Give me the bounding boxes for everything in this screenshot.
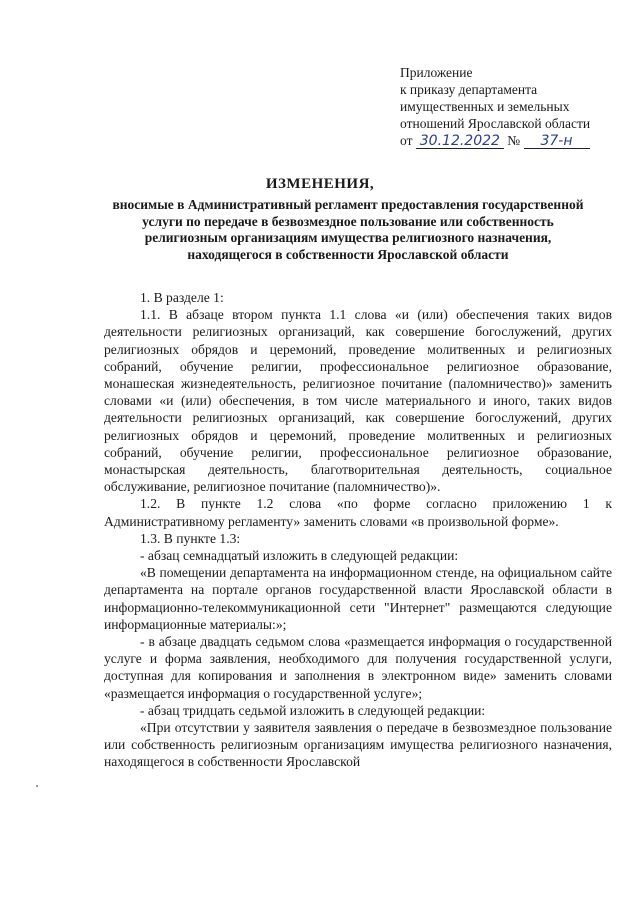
document-subtitle: вносимые в Административный регламент предоставления государственной услуги по передаче в безвозмездное пользование или собственность религиозным организациям имущества религиозного назначения, находящегося в собственности Ярославской области bbox=[112, 197, 584, 262]
paragraph: - абзац тридцать седьмой изложить в следующей редакции: bbox=[140, 702, 486, 718]
paragraph: 1.1. В абзаце втором пункта 1.1 слова «и (или) обеспечения таких видов деятельности религиозных организаций, как совершение богослужений, других религиозных обрядов и церемоний, проведение молитвенных и религиозных собраний, обучение религии, профессиональное религиозное образование, монашеская жизнедеятельность, религиозное почитание (паломничество)» заменить словами «и (или) обеспечения, в том числе материального и иного, таких видов деятельности религиозных организаций, как совершение богослужений, других религиозных обрядов и церемоний, проведение молитвенных и религиозных собраний, обучение религии, профессиональное религиозное образование, монастырская деятельность, благотворительная деятельность, социальное обслуживание, религиозное почитание (паломничество)». bbox=[104, 307, 612, 495]
paragraph: - абзац семнадцатый изложить в следующей редакции: bbox=[140, 548, 459, 564]
handwritten-date: 30.12.2022 bbox=[416, 134, 504, 149]
number-label: № bbox=[507, 133, 521, 148]
paragraph: - в абзаце двадцать седьмом слова «размещается информация о государственной услуге и форма заявления, необходимого для получения государственной услуги, доступная для копирования и заполнения в электронном виде» заменить словами «размещается информация о государственной услуге»; bbox=[104, 634, 612, 701]
paragraph: 1. В разделе 1: bbox=[140, 290, 224, 305]
paragraph: «В помещении департамента на информационном стенде, на официальном сайте департамента на портале органов государственной власти Ярославской области в информационно-телекоммуникационной сети "Интернет" размещаются следующие информационные материалы:»; bbox=[104, 565, 612, 632]
appendix-line: к приказу департамента bbox=[400, 82, 538, 97]
appendix-block bbox=[400, 64, 620, 149]
appendix-line: Приложение bbox=[400, 65, 473, 80]
appendix-line: отношений Ярославской области bbox=[400, 116, 591, 131]
document-body bbox=[104, 289, 612, 771]
document-title: ИЗМЕНЕНИЯ, bbox=[265, 176, 375, 192]
scan-speck bbox=[36, 785, 38, 787]
from-label: от bbox=[400, 133, 413, 148]
paragraph: 1.2. В пункте 1.2 слова «по форме согласно приложению 1 к Административному регламенту» заменить словами «в произвольной форме». bbox=[104, 496, 612, 529]
order-date-number-line bbox=[400, 132, 620, 149]
paragraph: «При отсутствии у заявителя заявления о передаче в безвозмездное пользование или собственность религиозным организациям имущества религиозного назначения, находящегося в собственности Ярославской bbox=[104, 720, 612, 770]
paragraph: 1.3. В пункте 1.3: bbox=[140, 530, 241, 546]
appendix-line: имущественных и земельных bbox=[400, 99, 570, 114]
handwritten-number: 37-н bbox=[524, 134, 590, 149]
